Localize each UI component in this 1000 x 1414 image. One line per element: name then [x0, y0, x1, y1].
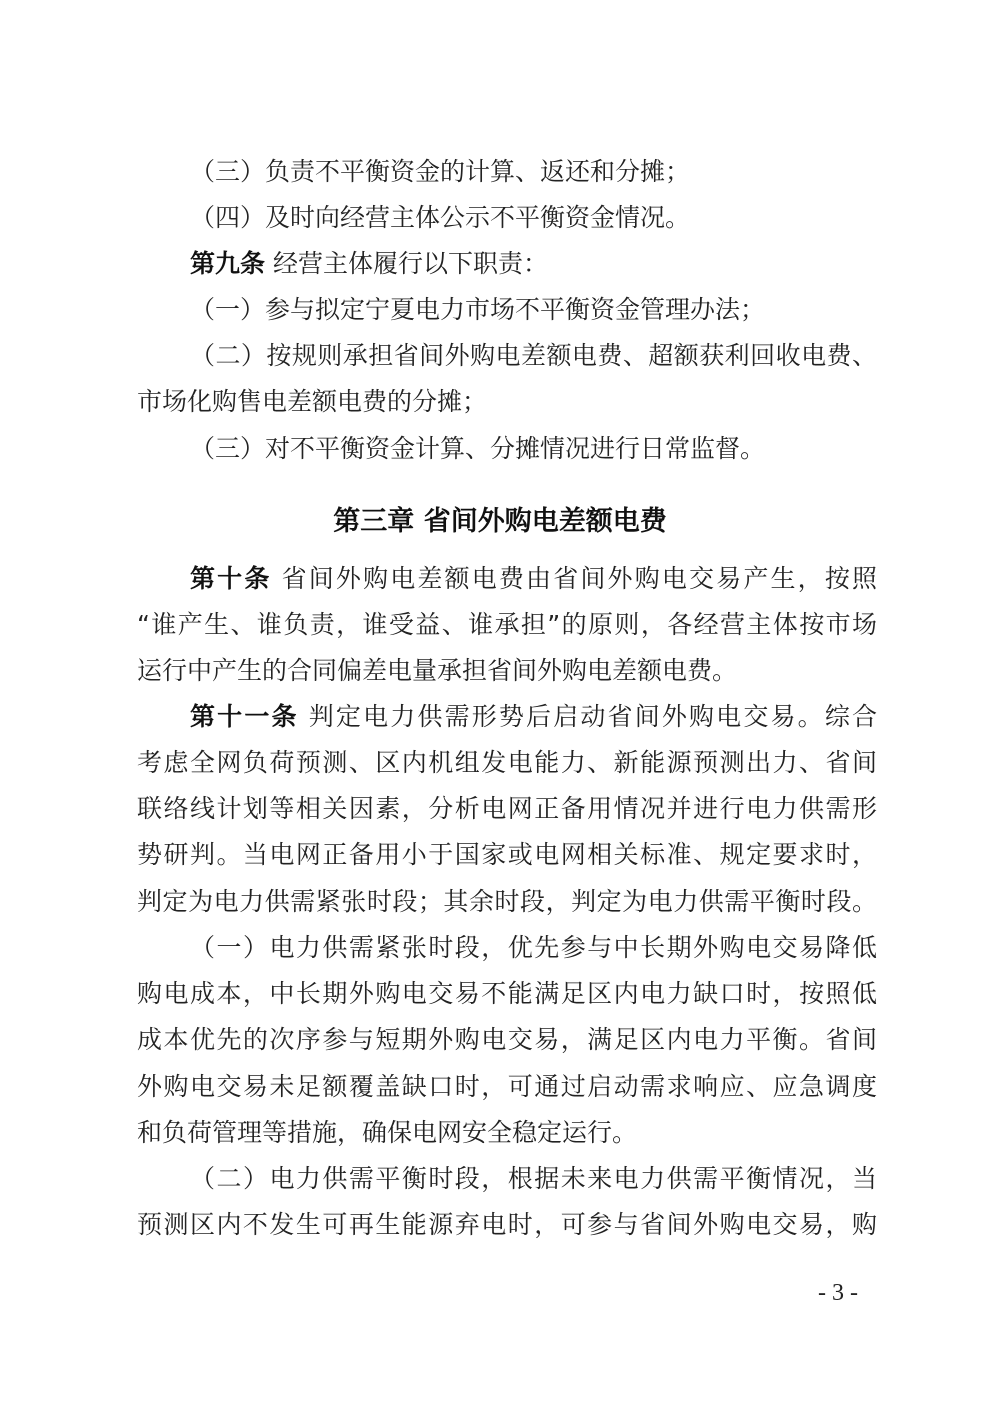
paragraph-line: （一）电力供需紧张时段，优先参与中长期外购电交易降低	[190, 933, 877, 962]
paragraph-line: （一）参与拟定宁夏电力市场不平衡资金管理办法；	[190, 295, 766, 324]
article-text: 经营主体履行以下职责：	[265, 249, 548, 278]
paragraph-line: （四）及时向经营主体公示不平衡资金情况。	[190, 203, 691, 232]
paragraph-line: 预测区内不发生可再生能源弃电时，可参与省间外购电交易，购	[137, 1210, 877, 1239]
paragraph-line: （三）负责不平衡资金的计算、返还和分摊；	[190, 157, 691, 186]
paragraph-line: “谁产生、谁负责，谁受益、谁承担”的原则，各经营主体按市场	[137, 610, 877, 639]
paragraph-line: 联络线计划等相关因素，分析电网正备用情况并进行电力供需形	[137, 794, 877, 823]
paragraph-line: 运行中产生的合同偏差电量承担省间外购电差额电费。	[137, 656, 738, 685]
paragraph-line: （三）对不平衡资金计算、分摊情况进行日常监督。	[190, 434, 766, 463]
paragraph-line: 考虑全网负荷预测、区内机组发电能力、新能源预测出力、省间	[137, 748, 877, 777]
paragraph-line: 市场化购售电差额电费的分摊；	[137, 387, 488, 416]
paragraph-line: 和负荷管理等措施，确保电网安全稳定运行。	[137, 1118, 638, 1147]
paragraph-line: 购电成本，中长期外购电交易不能满足区内电力缺口时，按照低	[137, 979, 877, 1008]
article-title: 第九条	[190, 249, 266, 278]
article-11	[190, 700, 877, 734]
article-text: 省间外购电差额电费由省间外购电交易产生，按照	[271, 564, 877, 593]
article-10	[190, 562, 877, 596]
paragraph-line: （二）按规则承担省间外购电差额电费、超额获利回收电费、	[190, 341, 877, 370]
paragraph-line: 成本优先的次序参与短期外购电交易，满足区内电力平衡。省间	[137, 1025, 877, 1054]
article-text: 判定电力供需形势后启动省间外购电交易。综合	[298, 702, 877, 731]
article-title: 第十条	[190, 564, 272, 593]
paragraph-line: 外购电交易未足额覆盖缺口时，可通过启动需求响应、应急调度	[137, 1072, 877, 1101]
page-number: - 3 -	[818, 1280, 858, 1306]
paragraph-line: 判定为电力供需紧张时段；其余时段，判定为电力供需平衡时段。	[137, 887, 877, 916]
paragraph-line: 势研判。当电网正备用小于国家或电网相关标准、规定要求时，	[137, 840, 877, 869]
chapter-heading: 第三章 省间外购电差额电费	[333, 506, 667, 537]
paragraph-line: （二）电力供需平衡时段，根据未来电力供需平衡情况，当	[190, 1164, 877, 1193]
article-9	[190, 247, 877, 281]
article-title: 第十一条	[190, 702, 299, 731]
